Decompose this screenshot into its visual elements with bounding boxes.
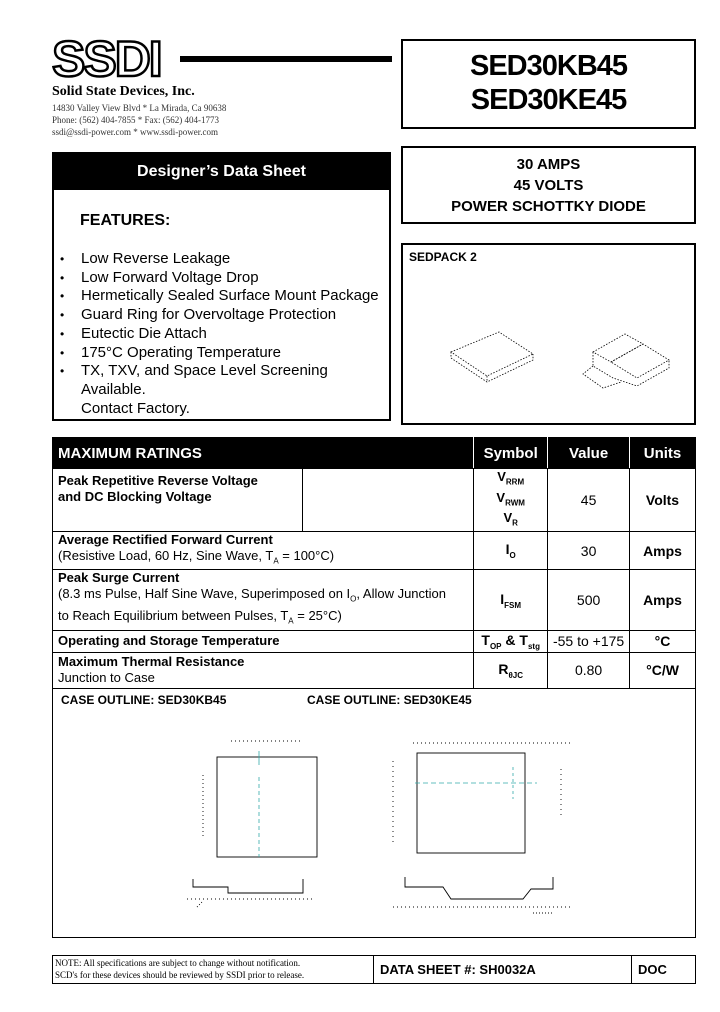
designer-header: Designer’s Data Sheet (54, 154, 389, 190)
company-phone: Phone: (562) 404-7855 * Fax: (562) 404-1773 (52, 115, 219, 125)
case-outline-right-title: CASE OUTLINE: SED30KE45 (307, 693, 472, 707)
value-cell: 0.80 (548, 652, 630, 688)
ratings-title: MAXIMUM RATINGS (53, 438, 474, 469)
param-cell: Average Rectified Forward Current (Resistive Load, 60 Hz, Sine Wave, $T_A = 100^\circ C$) (53, 531, 474, 570)
company-logo (52, 36, 392, 82)
table-row (53, 630, 696, 652)
value-header: Value (548, 438, 630, 469)
symbol-cell: $T_{OP}$ & $T_{stg}$ (474, 630, 548, 652)
case-outline-left-title: CASE OUTLINE: SED30KB45 (61, 693, 227, 707)
designer-box (52, 152, 391, 421)
symbol-cell: $I_{FSM}$ (474, 570, 548, 630)
param-cell: Operating and Storage Temperature (53, 630, 474, 652)
value-cell: 500 (548, 570, 630, 630)
spec-volts: 45 VOLTS (513, 177, 584, 194)
ratings-header-row (53, 438, 696, 469)
param-cell: Maximum Thermal Resistance Junction to Case (53, 652, 474, 688)
feature-item: • 175°C Operating Temperature (60, 344, 389, 363)
footer-note-2: SCD's for these devices should be reviewed by SSDI prior to release. (55, 970, 305, 980)
units-cell: Amps (630, 570, 696, 630)
value-cell: 45 (548, 469, 630, 532)
company-address: 14830 Valley View Blvd * La Mirada, Ca 90638 (52, 103, 227, 113)
ratings-table (52, 437, 696, 689)
spec-type: POWER SCHOTTKY DIODE (451, 198, 646, 215)
units-cell: Volts (630, 469, 696, 532)
table-row (53, 469, 696, 532)
param-cell: Peak Repetitive Reverse Voltage and DC Blocking Voltage (53, 469, 303, 532)
symbol-cell: $R_{\theta JC}$ (474, 652, 548, 688)
footer-note-1: NOTE: All specifications are subject to change without notification. (55, 958, 301, 968)
table-row (53, 531, 696, 570)
features-list (60, 250, 389, 418)
footer-box (52, 955, 696, 984)
blank-cell (302, 469, 474, 532)
symbol-cell: $I_O$ (474, 531, 548, 570)
feature-item: • Guard Ring for Overvoltage Protection (60, 306, 389, 325)
feature-item: • Hermetically Sealed Surface Mount Package (60, 287, 389, 306)
package-drawing (443, 330, 683, 410)
part-number-box (401, 39, 696, 129)
features-title: FEATURES: (80, 212, 171, 229)
part-number-1: SED30KB45 (469, 50, 628, 82)
logo-bar (180, 56, 392, 62)
symbol-header: Symbol (474, 438, 548, 469)
datasheet-number: DATA SHEET #: SH0032A (373, 956, 631, 983)
units-cell: °C (630, 630, 696, 652)
package-label: SEDPACK 2 (409, 250, 477, 264)
feature-item: • Low Reverse Leakage (60, 250, 389, 269)
spec-amps: 30 AMPS (516, 156, 581, 173)
case-outline-box (52, 688, 696, 938)
value-cell: -55 to +175 (548, 630, 630, 652)
company-name: Solid State Devices, Inc. (52, 84, 195, 99)
feature-item: • Eutectic Die Attach (60, 325, 389, 344)
package-box (401, 243, 696, 425)
ke-side-outline (405, 877, 553, 899)
kb-top-outline (217, 757, 317, 857)
units-cell: Amps (630, 531, 696, 570)
feature-continued: Contact Factory. (81, 399, 190, 417)
units-cell: °C/W (630, 652, 696, 688)
package-side-1 (451, 352, 533, 382)
feature-item: • TX, TXV, and Space Level Screening Available. (60, 362, 389, 399)
table-row (53, 652, 696, 688)
doc-label: DOC (631, 956, 695, 983)
case-outline-drawing (53, 707, 695, 937)
value-cell: 30 (548, 531, 630, 570)
feature-item: • Low Forward Voltage Drop (60, 269, 389, 288)
package-body-1 (451, 332, 533, 376)
spec-box (401, 146, 696, 224)
param-cell: Peak Surge Current (8.3 ms Pulse, Half Sine Wave, Superimposed on $I_O$, Allow Junction to Reach Equilibrium between Pulses, $T_A = 25^\circ C$) (53, 570, 474, 630)
kb-side-outline (193, 879, 303, 893)
units-header: Units (630, 438, 696, 469)
table-row (53, 570, 696, 630)
ke-top-outline (417, 753, 525, 853)
package-body-2b (611, 344, 669, 378)
part-number-2: SED30KE45 (470, 84, 627, 116)
logo-lettering: SSDI (52, 36, 161, 82)
symbol-cell: $V_{RRM}$ $V_{RWM}$ $V_R$ (474, 469, 548, 532)
company-web: ssdi@ssdi-power.com * www.ssdi-power.com (52, 127, 218, 137)
